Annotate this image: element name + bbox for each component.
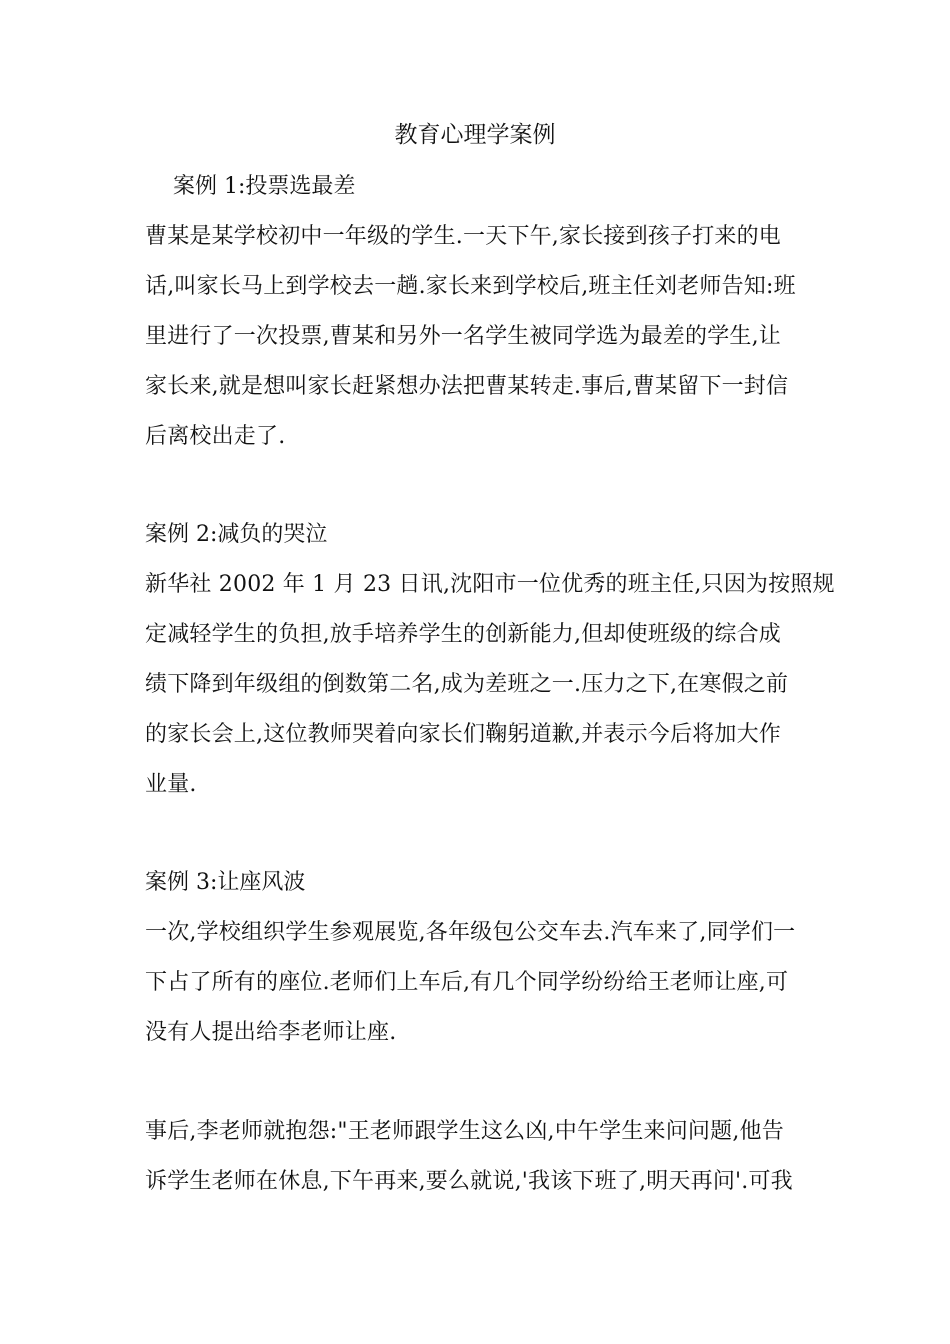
case-2-line-1: 新华社 2002 年 1 月 23 日讯,沈阳市一位优秀的班主任,只因为按照规 [145,572,835,597]
case-2-line-4: 的家长会上,这位教师哭着向家长们鞠躬道歉,并表示今后将加大作 [145,722,781,747]
case-1-body [145,220,810,470]
case-3-line-3: 没有人提出给李老师让座. [145,1020,397,1045]
case-2-line-2: 定减轻学生的负担,放手培养学生的创新能力,但却使班级的综合成 [145,622,781,647]
case-1-heading: 案例 1:投票选最差 [173,174,356,199]
case-2-line-3: 绩下降到年级组的倒数第二名,成为差班之一.压力之下,在寒假之前 [145,672,789,697]
case-2-line-5: 业量. [145,772,197,797]
case-3-line-2: 下占了所有的座位.老师们上车后,有几个同学纷纷给王老师让座,可 [145,970,789,995]
case-2-heading: 案例 2:减负的哭泣 [145,522,328,547]
case-1-line-5: 后离校出走了. [145,424,286,449]
case-1-line-1: 曹某是某学校初中一年级的学生.一天下午,家长接到孩子打来的电 [145,224,781,249]
document-title: 教育心理学案例 [394,122,556,148]
case-3-continuation [145,1115,810,1215]
case-3-line-1: 一次,学校组织学生参观展览,各年级包公交车去.汽车来了,同学们一 [145,920,796,945]
case-3-body [145,916,810,1066]
case-3-cont-line-2: 诉学生老师在休息,下午再来,要么就说,'我该下班了,明天再问'.可我 [145,1169,793,1194]
case-1-line-4: 家长来,就是想叫家长赶紧想办法把曹某转走.事后,曹某留下一封信 [145,374,789,399]
case-1-line-3: 里进行了一次投票,曹某和另外一名学生被同学选为最差的学生,让 [145,324,781,349]
case-2-body [145,568,835,818]
case-1-line-2: 话,叫家长马上到学校去一趟.家长来到学校后,班主任刘老师告知:班 [145,274,796,299]
case-3-heading: 案例 3:让座风波 [145,870,306,895]
case-3-cont-line-1: 事后,李老师就抱怨:"王老师跟学生这么凶,中午学生来问问题,他告 [145,1119,784,1144]
